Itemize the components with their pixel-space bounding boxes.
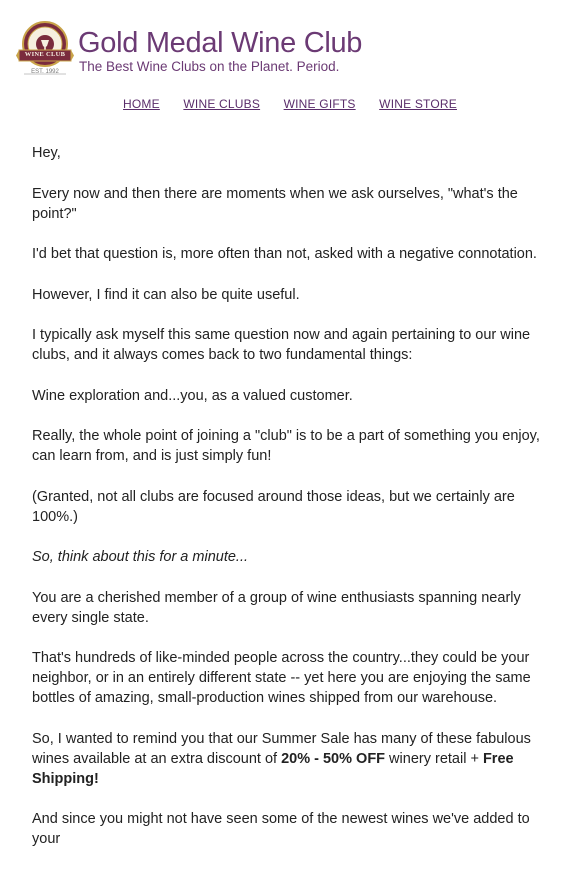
paragraph-1: Every now and then there are moments when we ask ourselves, "what's the point?" [32,185,518,222]
free-shipping: Free Shipping! [32,750,514,787]
nav-link-wine-store[interactable]: WINE STORE [379,97,457,111]
email-body [32,143,548,870]
paragraph-7: (Granted, not all clubs are focused around those ideas, but we certainly are 100%.) [32,488,515,525]
logo-est-text: EST. 1992 [31,69,59,75]
top-nav [0,97,580,111]
brand-title-wine-club: Wine Club [223,27,363,59]
brand-tagline: The Best Wine Clubs on the Planet. Period. [79,59,340,74]
paragraph-12: And since you might not have seen some of the newest wines we've added to your [32,811,530,847]
nav-link-wine-clubs[interactable]: WINE CLUBS [183,97,261,111]
club-logo[interactable] [16,20,74,80]
paragraph-11 [32,729,548,789]
paragraph-9: You are a cherished member of a group of wine enthusiasts spanning nearly every single state. [32,589,521,626]
paragraph-5: Wine exploration and...you, as a valued customer. [32,387,353,404]
sale-text-a: So, I wanted to remind you that our Summer Sale has many of these fabulous wines available at an extra discount of [32,730,531,767]
paragraph-3: However, I find it can also be quite useful. [32,286,300,303]
paragraph-6: Really, the whole point of joining a "club" is to be a part of something you enjoy, can learn from, and is just simply fun! [32,428,540,464]
email-header [0,0,580,111]
brand-title-gold-medal: Gold Medal [78,27,224,59]
italic-prompt: So, think about this for a minute... [32,549,249,565]
greeting: Hey, [32,145,61,161]
brand-title[interactable] [78,26,362,60]
sale-text-c: winery retail + [385,750,483,767]
paragraph-4: I typically ask myself this same question now and again pertaining to our wine clubs, and it always comes back to two fundamental things: [32,327,531,363]
logo-ribbon-text: WINE CLUB [24,51,66,58]
paragraph-10: That's hundreds of like-minded people across the country...they could be your neighbor, or in an entirely different state -- yet here you are enjoying the same bottles of amazing, small-production wines shipped from our warehouse. [32,650,531,706]
nav-link-wine-gifts[interactable]: WINE GIFTS [283,97,356,111]
discount-range: 20% - 50% OFF [281,750,386,767]
nav-link-home[interactable]: HOME [123,97,160,111]
paragraph-8 [32,547,548,567]
paragraph-2: I'd bet that question is, more often than not, asked with a negative connotation. [32,246,537,262]
